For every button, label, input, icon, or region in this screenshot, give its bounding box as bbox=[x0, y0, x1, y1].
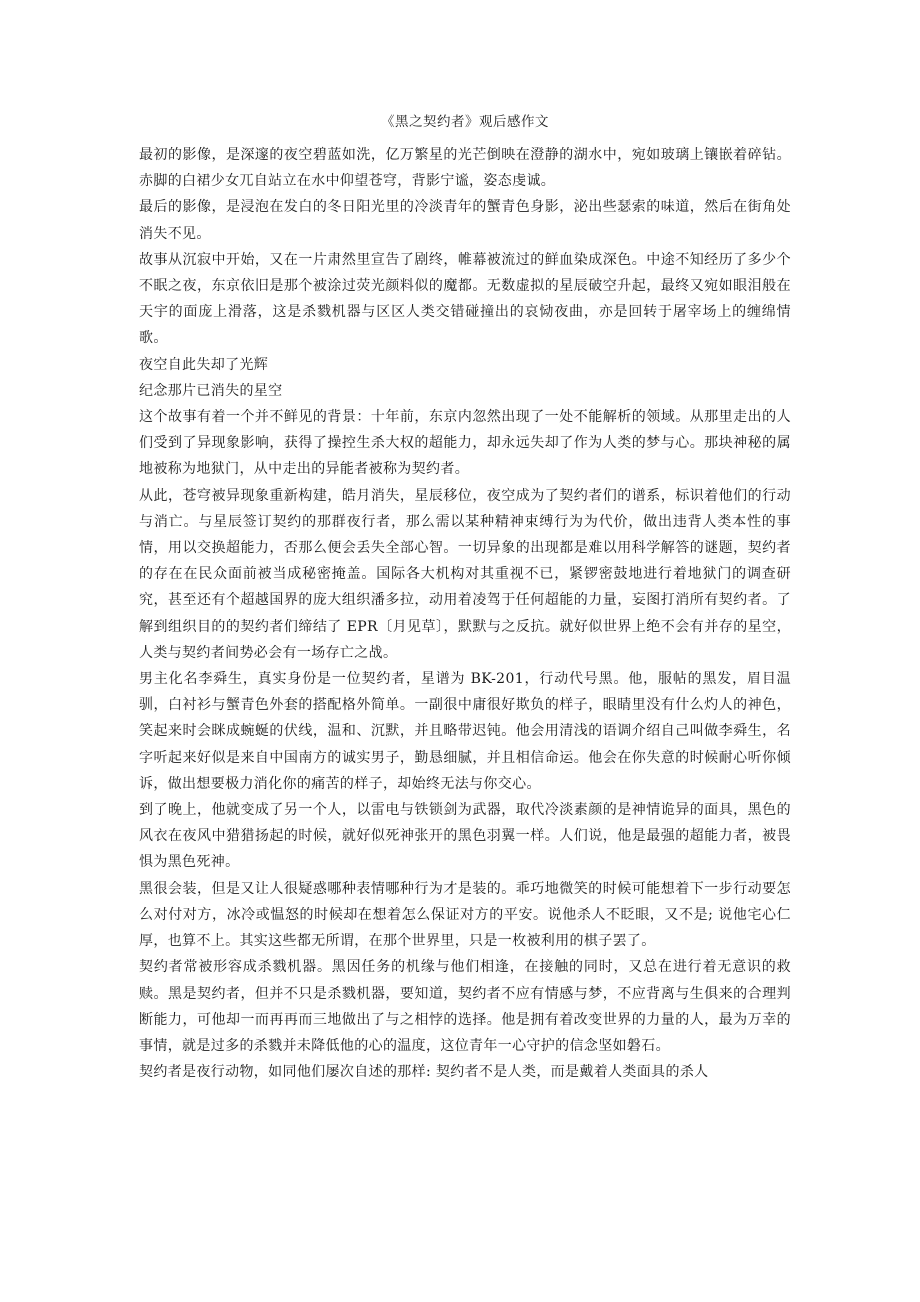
paragraph-verse-line-2: 纪念那片已消失的星空 bbox=[139, 382, 283, 399]
paragraph-nocturnal: 契约者是夜行动物，如同他们屡次自述的那样: 契约者不是人类，而是戴着人类面具的杀人 bbox=[139, 1064, 709, 1081]
paragraph-protagonist: 男主化名李舜生，真实身份是一位契约者，星谱为 BK-201，行动代号黑。他，服帖的黑发，眉目温驯，白衬衫与蟹青色外套的搭配格外简单。一副很中庸很好欺负的样子，眼睛里没有什么灼人的神色，笑起来时会眯成蜿蜒的伏线，温和、沉默，并且略带迟钝。他会用清浅的语调介绍自己叫做李舜生，名字听起来好似是来自中国南方的诚实男子，勤恳细腻，并且相信命运。他会在你失意的时候耐心听你倾诉，做出想要极力消化你的痛苦的样子，却始终无法与你交心。 bbox=[139, 671, 791, 792]
paragraph-story-start: 故事从沉寂中开始，又在一片肃然里宣告了剧终，帷幕被流过的鲜血染成深色。中途不知经历了多少个不眠之夜，东京依旧是那个被涂过荧光颜料似的魔都。无数虚拟的星辰破空升起，最终又宛如眼泪般在天宇的面庞上滑落，这是杀戮机器与区区人类交错碰撞出的哀恸夜曲，亦是回转于屠宰场上的缠绵情歌。 bbox=[139, 251, 791, 347]
paragraph-pretense: 黑很会装，但是又让人很疑惑哪种表情哪种行为才是装的。乖巧地微笑的时候可能想着下一步行动要怎么对付对方，冰冷或愠怒的时候却在想着怎么保证对方的平安。说他杀人不眨眼，又不是; 说他宅心仁厚，也算不上。其实这些都无所谓，在那个世界里，只是一枚被利用的棋子罢了。 bbox=[139, 880, 791, 950]
paragraph-verse-line-1: 夜空自此失却了光辉 bbox=[139, 356, 269, 373]
paragraph-contractors: 从此，苍穹被异现象重新构建，皓月消失，星辰移位，夜空成为了契约者们的谱系，标识着他们的行动与消亡。与星辰签订契约的那群夜行者，那么需以某种精神束缚行为为代价，做出违背人类本性的事情，用以交换超能力，否那么便会丢失全部心智。一切异象的出现都是难以用科学解答的谜题，契约者的存在在民众面前被当成秘密掩盖。国际各大机构对其重视不已，紧锣密鼓地进行着地狱门的调查研究，甚至还有个超越国界的庞大组织潘多拉，动用着凌驾于任何超能的力量，妄图打消所有契约者。了解到组织目的的契约者们缔结了 EPR〔月见草〕，默默与之反抗。就好似世界上绝不会有并存的星空，人类与契约者间势必会有一场存亡之战。 bbox=[139, 487, 791, 661]
paragraph-killing-machine: 契约者常被形容成杀戮机器。黑因任务的机缘与他们相逢，在接触的同时，又总在进行着无意识的救赎。黑是契约者，但并不只是杀戮机器，要知道，契约者不应有情感与梦，不应背离与生俱来的合理判断能力，可他却一而再再而三地做出了与之相悖的选择。他是拥有着改变世界的力量的人，最为万幸的事情，就是过多的杀戮并未降低他的心的温度，这位青年一心守护的信念坚如磐石。 bbox=[139, 959, 791, 1054]
paragraph-final-image: 最后的影像，是浸泡在发白的冬日阳光里的冷淡青年的蟹青色身影，泌出些瑟索的味道，然后在街角处消失不见。 bbox=[139, 199, 791, 242]
paragraph-opening-image: 最初的影像，是深邃的夜空碧蓝如洗，亿万繁星的光芒倒映在澄静的湖水中，宛如玻璃上镶嵌着碎钻。赤脚的白裙少女兀自站立在水中仰望苍穹，背影宁谧，姿态虔诚。 bbox=[139, 147, 791, 190]
paragraph-background: 这个故事有着一个并不鲜见的背景：十年前，东京内忽然出现了一处不能解析的领域。从那里走出的人们受到了异现象影响，获得了操控生杀大权的超能力，却永远失却了作为人类的梦与心。那块神秘的属地被称为地狱门，从中走出的异能者被称为契约者。 bbox=[139, 409, 791, 478]
document-title: 《黑之契约者》观后感作文 bbox=[381, 114, 549, 130]
document-page bbox=[139, 112, 791, 1085]
paragraph-night-identity: 到了晚上，他就变成了另一个人，以雷电与铁锁剑为武器，取代冷淡素颜的是神情诡异的面具，黑色的风衣在夜风中猎猎扬起的时候，就好似死神张开的黑色羽翼一样。人们说，他是最强的超能力者，被畏惧为黑色死神。 bbox=[139, 802, 791, 871]
